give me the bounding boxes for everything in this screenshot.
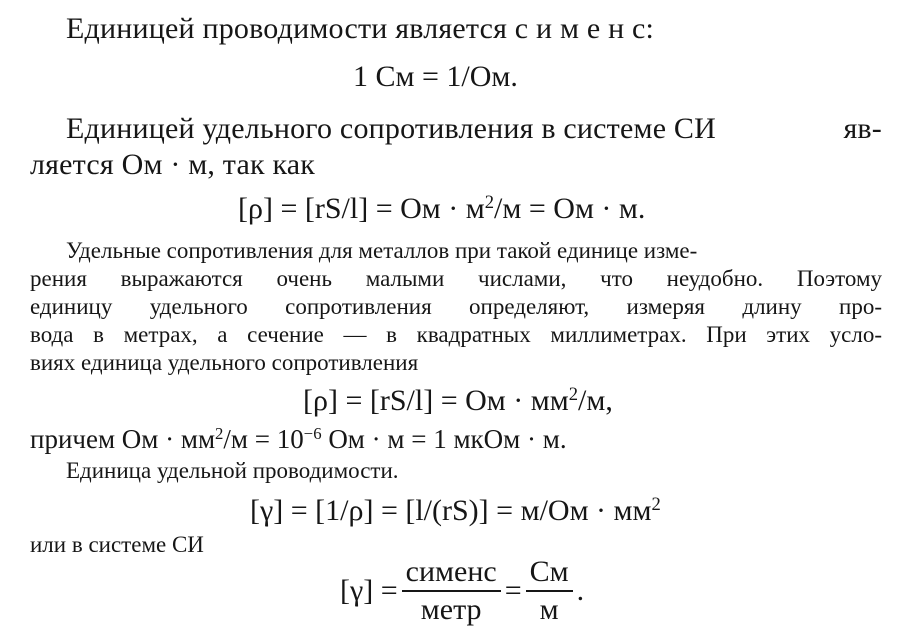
fraction-1-denominator: метр bbox=[420, 592, 482, 626]
resistivity-line-1-text: Единицей удельного сопротивления в системе СИ bbox=[66, 112, 716, 145]
formula-resistivity-si-sup: 2 bbox=[484, 192, 495, 213]
formula-resistivity-si-rhs: /м = Ом · м. bbox=[494, 192, 646, 226]
paragraph-conductance-unit: Единицей проводимости является с и м е н с: bbox=[66, 12, 655, 45]
paragraph-conductivity-unit: Единица удельной проводимости. bbox=[66, 458, 399, 483]
formula-practical-sup: 2 bbox=[568, 384, 579, 405]
formula-si-period: . bbox=[576, 573, 585, 607]
paragraph-metals-line-3: единицу удельного сопротивления определяют, измеряя длину про- bbox=[30, 294, 882, 319]
formula-conductivity-si bbox=[340, 556, 584, 625]
paragraph-unit-relation bbox=[30, 424, 567, 455]
fraction-2-numerator: См bbox=[526, 556, 573, 592]
formula-resistivity-si bbox=[238, 192, 645, 226]
paragraph-metals-line-2: рения выражаются очень малыми числами, что неудобно. Поэтому bbox=[30, 266, 882, 291]
fraction-1-numerator: сименс bbox=[402, 556, 501, 592]
unit-relation-part-c: Ом · м = 1 мкОм · м. bbox=[321, 424, 567, 455]
unit-relation-part-b: /м = 10 bbox=[223, 424, 304, 455]
formula-practical-lhs: [ρ] = [rS/l] = Ом · мм bbox=[303, 384, 569, 418]
unit-relation-part-a: причем Ом · мм bbox=[30, 424, 216, 455]
unit-relation-sup-2: −6 bbox=[303, 424, 322, 443]
formula-practical-rhs: /м, bbox=[578, 384, 613, 418]
formula-resistivity-si-lhs: [ρ] = [rS/l] = Ом · м bbox=[238, 192, 485, 226]
formula-conductivity-sup: 2 bbox=[651, 494, 661, 515]
metals-line-1-text: Удельные сопротивления для металлов при такой единице изме- bbox=[66, 238, 698, 263]
formula-conductivity-lhs: [γ] = [1/ρ] = [l/(rS)] = м/Ом · мм bbox=[250, 494, 652, 528]
formula-si-lhs: [γ] = bbox=[340, 573, 398, 607]
formula-si-equals: = bbox=[504, 573, 522, 607]
paragraph-metals-line-4: вода в метрах, а сечение — в квадратных миллиметрах. При этих усло- bbox=[30, 322, 882, 347]
paragraph-si-system: или в системе СИ bbox=[30, 532, 204, 557]
formula-conductivity bbox=[250, 494, 661, 528]
unit-relation-sup-1: 2 bbox=[215, 424, 224, 443]
resistivity-line-1-hyphen: яв- bbox=[843, 112, 882, 145]
fraction-sm-per-m bbox=[526, 556, 573, 625]
fraction-2-denominator: м bbox=[539, 592, 559, 626]
formula-resistivity-practical bbox=[303, 384, 613, 418]
formula-siemens: 1 См = 1/Ом. bbox=[353, 60, 518, 93]
fraction-siemens-per-metre bbox=[402, 556, 501, 625]
paragraph-resistivity-line-1 bbox=[66, 112, 882, 146]
paragraph-metals-line-1 bbox=[66, 238, 882, 264]
paragraph-metals-line-5: виях единица удельного сопротивления bbox=[30, 350, 419, 375]
paragraph-resistivity-line-2: ляется Ом · м, так как bbox=[30, 148, 316, 181]
